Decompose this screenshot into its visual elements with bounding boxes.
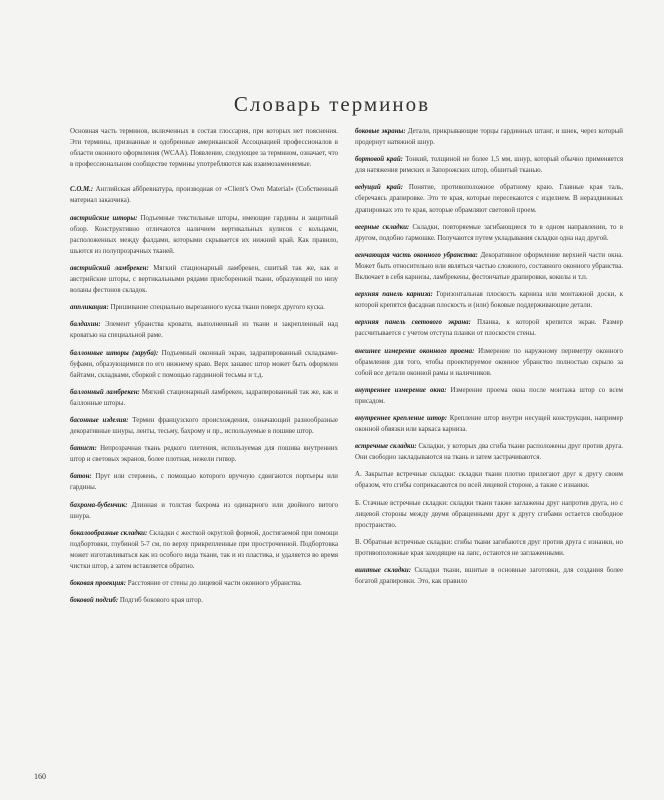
glossary-entry [355, 346, 623, 379]
glossary-entry [355, 317, 623, 339]
glossary-definition: В. Обратные встречные складки: сгибы ткани загибаются друг против друга с изнанки, но противоположные края заходящие на лапс, остаются не заглаженными. [355, 538, 623, 557]
glossary-term: басонные изделия: [70, 416, 129, 424]
glossary-term: верхняя панель карниза: [355, 291, 433, 299]
glossary-entry [355, 154, 623, 176]
glossary-definition: Измерение проема окна после монтажа штор со всем присадом. [355, 386, 623, 405]
glossary-term: вшитые складки: [355, 567, 412, 574]
glossary-definition: Складки с жесткой округлой формой, достигаемой при помощи подбортовки, глубиной 5-7 см, по верху прикрепленные при простроченной. Подбортовка может изготавливаться как из особого вида ткани, так и из пластика, и удаляется во время чистки штор, а затем вставляется обратно. [70, 529, 338, 570]
glossary-term: баллонные шторы (заруба): [70, 349, 159, 357]
page-number: 160 [34, 772, 46, 781]
glossary-definition: Пришивание специально вырезанного куска ткани поверх другого куска. [110, 304, 325, 312]
glossary-term: внешнее измерение оконного проема: [355, 347, 475, 355]
glossary-definition: Планка, к которой крепится экран. Размер рассчитывается с учетом отступа планки от плоскости стены. [355, 319, 623, 338]
glossary-term: ведущий край: [355, 184, 403, 192]
glossary-entry [70, 263, 338, 296]
glossary-definition: Понятие, противоположное обратному краю. Главные края таль, сберечаясь драпировке. Это те края, которые пересекаются с изделием. В нераздвижных драпировках это те края, которые обрамляют световой проем. [355, 184, 623, 214]
glossary-entry [70, 319, 338, 341]
glossary-definition: Длинная и толстая бахрома из одинарного или двойного витого шнура. [70, 501, 338, 520]
glossary-term: аппликация: [70, 304, 109, 312]
glossary-definition: Подъемные текстильные шторы, имеющие гардины и защитный обзор. Конструктивно отличаются наличием вертикальных кулисок с кольцами, расположенных между фалдами, которыми скрывается их нижний край. Как правило, шьются из полупрозрачных тканей. [70, 214, 338, 255]
glossary-term: внутреннее измерение окна: [355, 386, 447, 394]
glossary-term: веерные складки: [355, 223, 410, 231]
glossary-term: баллонный ламбрекен: [70, 388, 140, 396]
glossary-entry [355, 537, 623, 559]
glossary-definition: Английская аббревиатура, производная от «Client's Own Material» (Собственный материал заказчика). [70, 186, 338, 205]
glossary-term: батон: [70, 473, 92, 481]
glossary-definition: Горизонтальная плоскость карниза или монтажной доски, к которой крепятся фасадная плоскость и (или) боковые поддерживающие детали. [355, 291, 623, 310]
glossary-entry [355, 441, 623, 463]
left-column [70, 126, 338, 612]
glossary-entry [70, 578, 338, 589]
glossary-entry [355, 250, 623, 283]
glossary-term: батист: [70, 445, 97, 453]
glossary-entry [355, 498, 623, 531]
glossary-definition: Декоративное оформление верхней части окна. Может быть относительно или являться частью сложного, составного оконного убранства. Включает в себя карнизы, ламбрекены, фестончатые драпировки, кокилы и т.п. [355, 251, 623, 282]
glossary-definition: А. Закрытые встречные складки: складки ткани плотно прилегают друг к другу своим образом, что сгибы соприкасаются по всей лицевой стороне, а также с изнанки. [355, 471, 623, 490]
glossary-term: боковой подгиб: [70, 597, 119, 605]
glossary-entry [70, 184, 338, 206]
glossary-entry [70, 302, 338, 313]
glossary-entry [355, 126, 623, 148]
glossary-definition: Тонкий, толщиной не более 1,5 мм, шнур, который обычно применяется для натяжения римских и Запорожских штор, обшитый тканью. [355, 156, 623, 175]
right-glossary-list [355, 126, 623, 587]
glossary-term: австрийские шторы: [70, 214, 138, 222]
glossary-definition: Крепление штор внутри несущей конструкции, например оконной обвязки или каркаса карниза. [355, 414, 623, 434]
glossary-entry [70, 500, 338, 522]
glossary-definition: Непрозрачная ткань редкого плетения, используемая для пошива внутренних штор и световых экранов, более плотная, нежели гипюр. [70, 445, 338, 464]
glossary-entry [70, 528, 338, 572]
glossary-entry [355, 182, 623, 215]
glossary-definition: Элемент убранства кровати, выполненный из ткани и закрепленный над кроватью на специальной раме. [70, 321, 338, 340]
glossary-term: верхняя панель светового экрана: [355, 319, 471, 327]
glossary-definition: Измерение по наружному периметру оконного обрамления для того, чтобы проектируемое оконное убранство полностью скрыло за собой все детали оконной рамы и наличников. [355, 347, 623, 377]
glossary-term: боковые экраны: [355, 128, 406, 135]
glossary-definition: Б. Стачные встречные складки: складки ткани также заглажены друг напротив друга, но с лицевой стороны между двумя обращенными друг к другу сгибами остается свободное пространство. [355, 499, 623, 529]
glossary-term: бахрома-бубенчик: [70, 501, 128, 509]
glossary-entry [70, 443, 338, 465]
intro-paragraph: Основная часть терминов, включенных в состав глоссария, при которых нет пояснения. Эти термины, признанные и одобренные американской Ассоциацией профессионалов в области оконного оформления (WCAA). Появление, следующее за термином, означает, что в профессиональном сообществе термины употребляются как взаимозаменяемые. [70, 128, 338, 169]
glossary-definition: Складки, у которых два сгиба ткани расположены друг против друга. Они свободно закладываются на ткань и затем застрачиваются. [355, 443, 623, 462]
glossary-entry [355, 385, 623, 407]
glossary-definition: Термин французского происхождения, означающий разнообразные декоративные шнуры, ленты, тесьму, бахрому и пр., используемые в пошиве штор. [70, 416, 338, 436]
glossary-definition: Прут или стержень, с помощью которого вручную сдвигаются портьеры или гардины. [70, 473, 338, 492]
glossary-term: встречные складки: [355, 443, 417, 451]
glossary-term: венчающая часть оконного убранства: [355, 251, 478, 259]
glossary-entry [355, 413, 623, 435]
glossary-entry [355, 565, 623, 587]
glossary-term: C.O.M.: [70, 186, 94, 194]
glossary-entry [70, 387, 338, 409]
glossary-entry [70, 348, 338, 381]
glossary-entry [70, 415, 338, 437]
glossary-term: австрийский ламбрекен: [70, 264, 149, 272]
glossary-definition: Детали, прикрывающие торцы гардинных штанг, и шнек, через который продернут натяжной шнур. [355, 128, 623, 147]
page-title: Словарь терминов [233, 92, 431, 116]
glossary-definition: Складки, повторяемые загибающиеся то в одном направлении, то в другом, подобно гармошке. Получаются путем укладывания складки одна над другой. [355, 223, 623, 242]
left-glossary-list [70, 184, 338, 606]
glossary-term: бокалообразные складки: [70, 529, 148, 537]
glossary-definition: Мягкий стационарный ламбрекен, сшитый так же, как и австрийские шторы, с вертикальными рядами присборенной ткани, образующей по низу воланы фестонов складок. [70, 264, 338, 295]
glossary-term: бортовой край: [355, 156, 403, 164]
glossary-term: внутреннее крепление штор: [355, 414, 448, 422]
glossary-entry [355, 222, 623, 244]
right-column [355, 126, 623, 593]
glossary-entry [355, 469, 623, 491]
glossary-entry [355, 289, 623, 311]
glossary-term: боковая проекция: [70, 580, 126, 588]
glossary-entry [70, 595, 338, 606]
glossary-definition: Подъемный оконный экран, задрапированный складками-буфами, образующимися по его нижнему краю. Верх занавес штор может быть оформлен байтами, складками, сборкой с помощью гардинной тесьмы и т.д. [70, 349, 338, 379]
glossary-definition: Подгиб бокового края штор. [119, 597, 203, 605]
glossary-definition: Мягкий стационарный ламбрекен, задрапированный так же, как и баллонные шторы. [70, 388, 338, 407]
glossary-definition: Расстояние от стены до лицевой части оконного убранства. [127, 580, 302, 588]
glossary-entry [70, 471, 338, 493]
glossary-definition: Складки ткани, вшитые в основные заготовки, для создания более богатой драпировки. Это, как правило [355, 567, 623, 586]
glossary-entry [70, 213, 338, 257]
glossary-term: балдахин: [70, 321, 101, 329]
